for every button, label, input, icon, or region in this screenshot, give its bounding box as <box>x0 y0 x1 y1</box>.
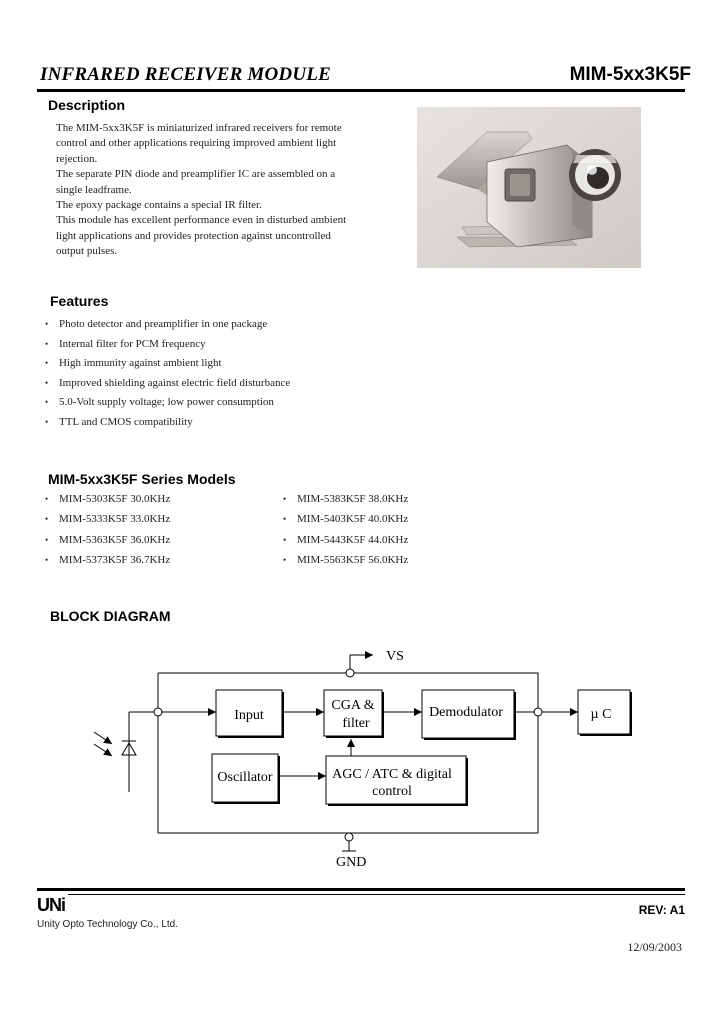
models-list-right <box>283 489 408 571</box>
block-diagram-heading: BLOCK DIAGRAM <box>50 608 171 624</box>
ir-module-illustration <box>417 107 641 268</box>
output-node <box>534 708 542 716</box>
feature-item: • Photo detector and preamplifier in one package <box>45 315 290 335</box>
description-paragraph: This module has excellent performance even in disturbed ambient light applications and provides protection against uncontrolled output pulses. <box>56 214 347 258</box>
description-paragraph: The epoxy package contains a special IR filter. <box>56 199 262 212</box>
feature-item: • High immunity against ambient light <box>45 354 290 374</box>
description-heading: Description <box>48 97 126 113</box>
model-item: • MIM-5373K5F 36.7KHz <box>45 550 170 570</box>
model-item: • MIM-5333K5F 33.0KHz <box>45 509 170 529</box>
models-list-left <box>45 489 170 571</box>
output-label: µ C <box>590 707 612 722</box>
model-item: • MIM-5563K5F 56.0KHz <box>283 550 408 570</box>
model-number: MIM-5xx3K5F <box>569 64 691 85</box>
demodulator-label: Demodulator <box>429 705 503 720</box>
feature-item: • TTL and CMOS compatibility <box>45 413 290 433</box>
footer-divider-thin <box>68 894 685 895</box>
series-heading: MIM-5xx3K5F Series Models <box>48 471 236 487</box>
vs-label: VS <box>386 649 404 664</box>
agc-label-line1: AGC / ATC & digital <box>332 767 452 782</box>
company-name: Unity Opto Technology Co., Ltd. <box>37 919 179 930</box>
photodiode-icon <box>94 712 158 792</box>
description-paragraph: The separate PIN diode and preamplifier IC are assembled on a single leadframe. <box>56 168 336 196</box>
oscillator-label: Oscillator <box>217 770 273 785</box>
model-item: • MIM-5383K5F 38.0KHz <box>283 489 408 509</box>
vs-terminal <box>346 655 373 677</box>
header-divider <box>37 89 685 92</box>
feature-item: • 5.0-Volt supply voltage; low power consumption <box>45 393 290 413</box>
block-diagram <box>0 640 720 880</box>
model-item: • MIM-5403K5F 40.0KHz <box>283 509 408 529</box>
gnd-label: GND <box>336 855 367 870</box>
revision-label: REV: A1 <box>638 903 685 917</box>
model-item: • MIM-5303K5F 30.0KHz <box>45 489 170 509</box>
description-paragraph: The MIM-5xx3K5F is miniaturized infrared receivers for remote control and other applications requiring improved ambient light rejection. <box>56 122 342 165</box>
features-list <box>45 315 290 433</box>
gnd-terminal <box>342 833 356 851</box>
description-text <box>56 121 348 260</box>
input-node <box>154 708 162 716</box>
feature-item: • Internal filter for PCM frequency <box>45 335 290 355</box>
input-label: Input <box>234 708 264 723</box>
model-item: • MIM-5443K5F 44.0KHz <box>283 530 408 550</box>
company-logo: UNi <box>37 895 65 915</box>
document-date: 12/09/2003 <box>627 940 682 954</box>
cga-label-line1: CGA & <box>331 698 375 713</box>
agc-label-line2: control <box>372 784 412 799</box>
features-heading: Features <box>50 293 109 309</box>
footer-divider <box>37 888 685 891</box>
feature-item: • Improved shielding against electric field disturbance <box>45 374 290 394</box>
model-item: • MIM-5363K5F 36.0KHz <box>45 530 170 550</box>
cga-label-line2: filter <box>342 716 370 731</box>
product-photo <box>417 107 641 268</box>
document-title: INFRARED RECEIVER MODULE <box>40 64 331 85</box>
